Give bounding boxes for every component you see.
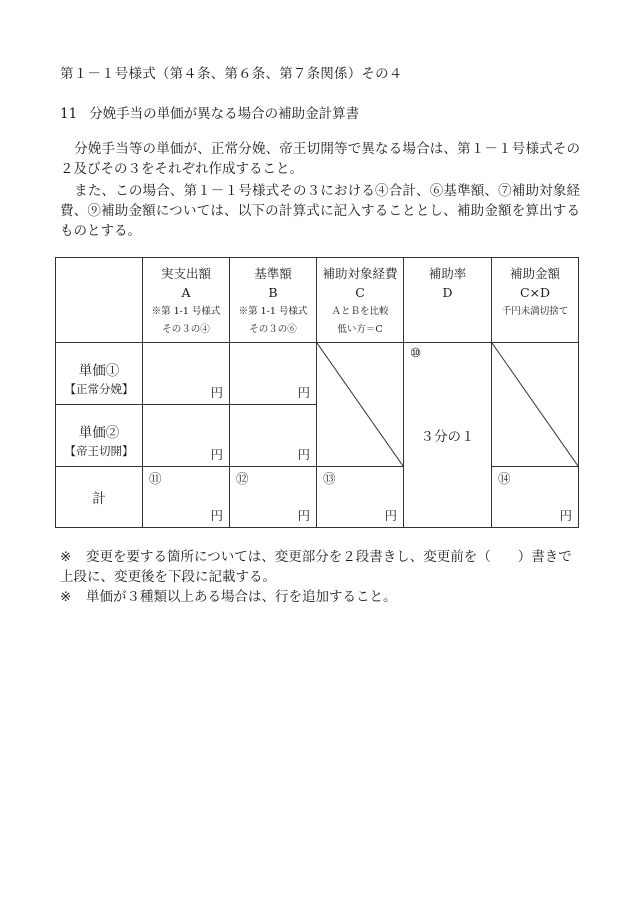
yen-unit: 円 — [297, 385, 310, 400]
header-subsidy-rate — [404, 258, 492, 343]
cell-subsidy-rate — [404, 343, 492, 528]
row-label-sub: 【帝王切開】 — [64, 443, 134, 458]
row-label-sub: 【正常分娩】 — [64, 381, 134, 396]
circled-number-13: ⑬ — [323, 471, 336, 486]
circled-number-10: ⑩ — [410, 345, 422, 360]
column-title: 補助金額 — [509, 266, 560, 281]
cell-actual-expenditure-1[interactable] — [143, 343, 230, 405]
column-note: ※第 1-1 号様式 — [151, 306, 221, 317]
cell-total-standard-amount[interactable] — [230, 467, 317, 528]
cell-subsidy-amount-crossed — [492, 343, 579, 467]
yen-unit: 円 — [210, 508, 223, 523]
column-note: 千円未満切捨て — [501, 306, 569, 317]
circled-number-12: ⑫ — [236, 471, 249, 486]
yen-unit: 円 — [384, 508, 397, 523]
subsidy-calculation-table — [55, 257, 579, 528]
column-letter: B — [268, 285, 278, 300]
row-label-unit-price-1 — [56, 343, 143, 405]
notes-section — [60, 547, 585, 607]
column-title: 基準額 — [254, 266, 292, 281]
cell-actual-expenditure-2[interactable] — [143, 405, 230, 467]
cell-standard-amount-1[interactable] — [230, 343, 317, 405]
header-subsidy-amount — [492, 258, 579, 343]
section-title-text: 分娩手当の単価が異なる場合の補助金計算書 — [89, 106, 360, 122]
table-header-row — [56, 258, 579, 343]
column-letter: C×D — [519, 285, 551, 300]
table-row-unit-price-1 — [56, 343, 579, 405]
section-title — [60, 102, 359, 122]
yen-unit: 円 — [297, 447, 310, 462]
column-letter: C — [355, 285, 365, 300]
row-label-total — [56, 467, 143, 528]
header-actual-expenditure — [143, 258, 230, 343]
cell-eligible-expense-crossed — [317, 343, 404, 467]
column-note: その３の④ — [162, 324, 210, 335]
column-note: 低い方＝C — [337, 324, 383, 335]
note-2-text: 単価が３種類以上ある場合は、行を追加すること。 — [86, 589, 397, 605]
header-eligible-expense — [317, 258, 404, 343]
paragraph-2-text: また、この場合、第１－１号様式その３における④合計、⑥基準額、⑦補助対象経費、⑨補助金額については、以下の計算式に記入することとし、補助金額を算出するものとする。 — [60, 183, 580, 239]
column-title: 補助対象経費 — [322, 266, 398, 281]
diagonal-strike — [317, 343, 403, 466]
table-row-total — [56, 467, 579, 528]
header-standard-amount — [230, 258, 317, 343]
column-letter: D — [442, 285, 453, 300]
row-label-unit-price-2 — [56, 405, 143, 467]
paragraph-1-text: 分娩手当等の単価が、正常分娩、帝王切開等で異なる場合は、第１－１号様式その２及びその３をそれぞれ作成すること。 — [60, 141, 580, 177]
note-2 — [60, 587, 585, 607]
yen-unit: 円 — [210, 447, 223, 462]
column-letter: A — [181, 285, 191, 300]
form-title: 第１－１号様式（第４条、第６条、第７条関係）その４ — [60, 66, 403, 82]
yen-unit: 円 — [559, 508, 572, 523]
column-note: その３の⑥ — [249, 324, 297, 335]
column-title: 実支出額 — [160, 266, 211, 281]
section-number: 11 — [60, 106, 78, 122]
paragraph-1 — [60, 139, 580, 179]
note-mark: ※ — [60, 589, 72, 605]
row-label-text: 単価① — [78, 362, 120, 379]
note-mark: ※ — [60, 549, 72, 565]
diagonal-strike — [492, 343, 578, 466]
subsidy-rate-value: ３分の１ — [420, 429, 475, 445]
circled-number-11: ⑪ — [149, 471, 162, 486]
note-1 — [60, 547, 585, 567]
column-title: 補助率 — [428, 266, 467, 281]
total-label: 計 — [92, 491, 106, 507]
paragraph-2 — [60, 181, 580, 241]
yen-unit: 円 — [297, 508, 310, 523]
cell-standard-amount-2[interactable] — [230, 405, 317, 467]
yen-unit: 円 — [210, 385, 223, 400]
cell-total-actual-expenditure[interactable] — [143, 467, 230, 528]
cell-total-eligible-expense[interactable] — [317, 467, 404, 528]
row-label-text: 単価② — [78, 424, 120, 441]
column-note: ※第 1-1 号様式 — [238, 306, 308, 317]
note-1-continuation: 上段に、変更後を下段に記載する。 — [60, 569, 276, 585]
note-1-text: 変更を要する箇所については、変更部分を２段書きし、変更前を（ ）書きで — [86, 549, 572, 565]
header-corner-cell — [56, 258, 143, 343]
cell-total-subsidy-amount[interactable] — [492, 467, 579, 528]
column-note: ＡとＢを比較 — [331, 306, 389, 317]
circled-number-14: ⑭ — [498, 471, 511, 486]
